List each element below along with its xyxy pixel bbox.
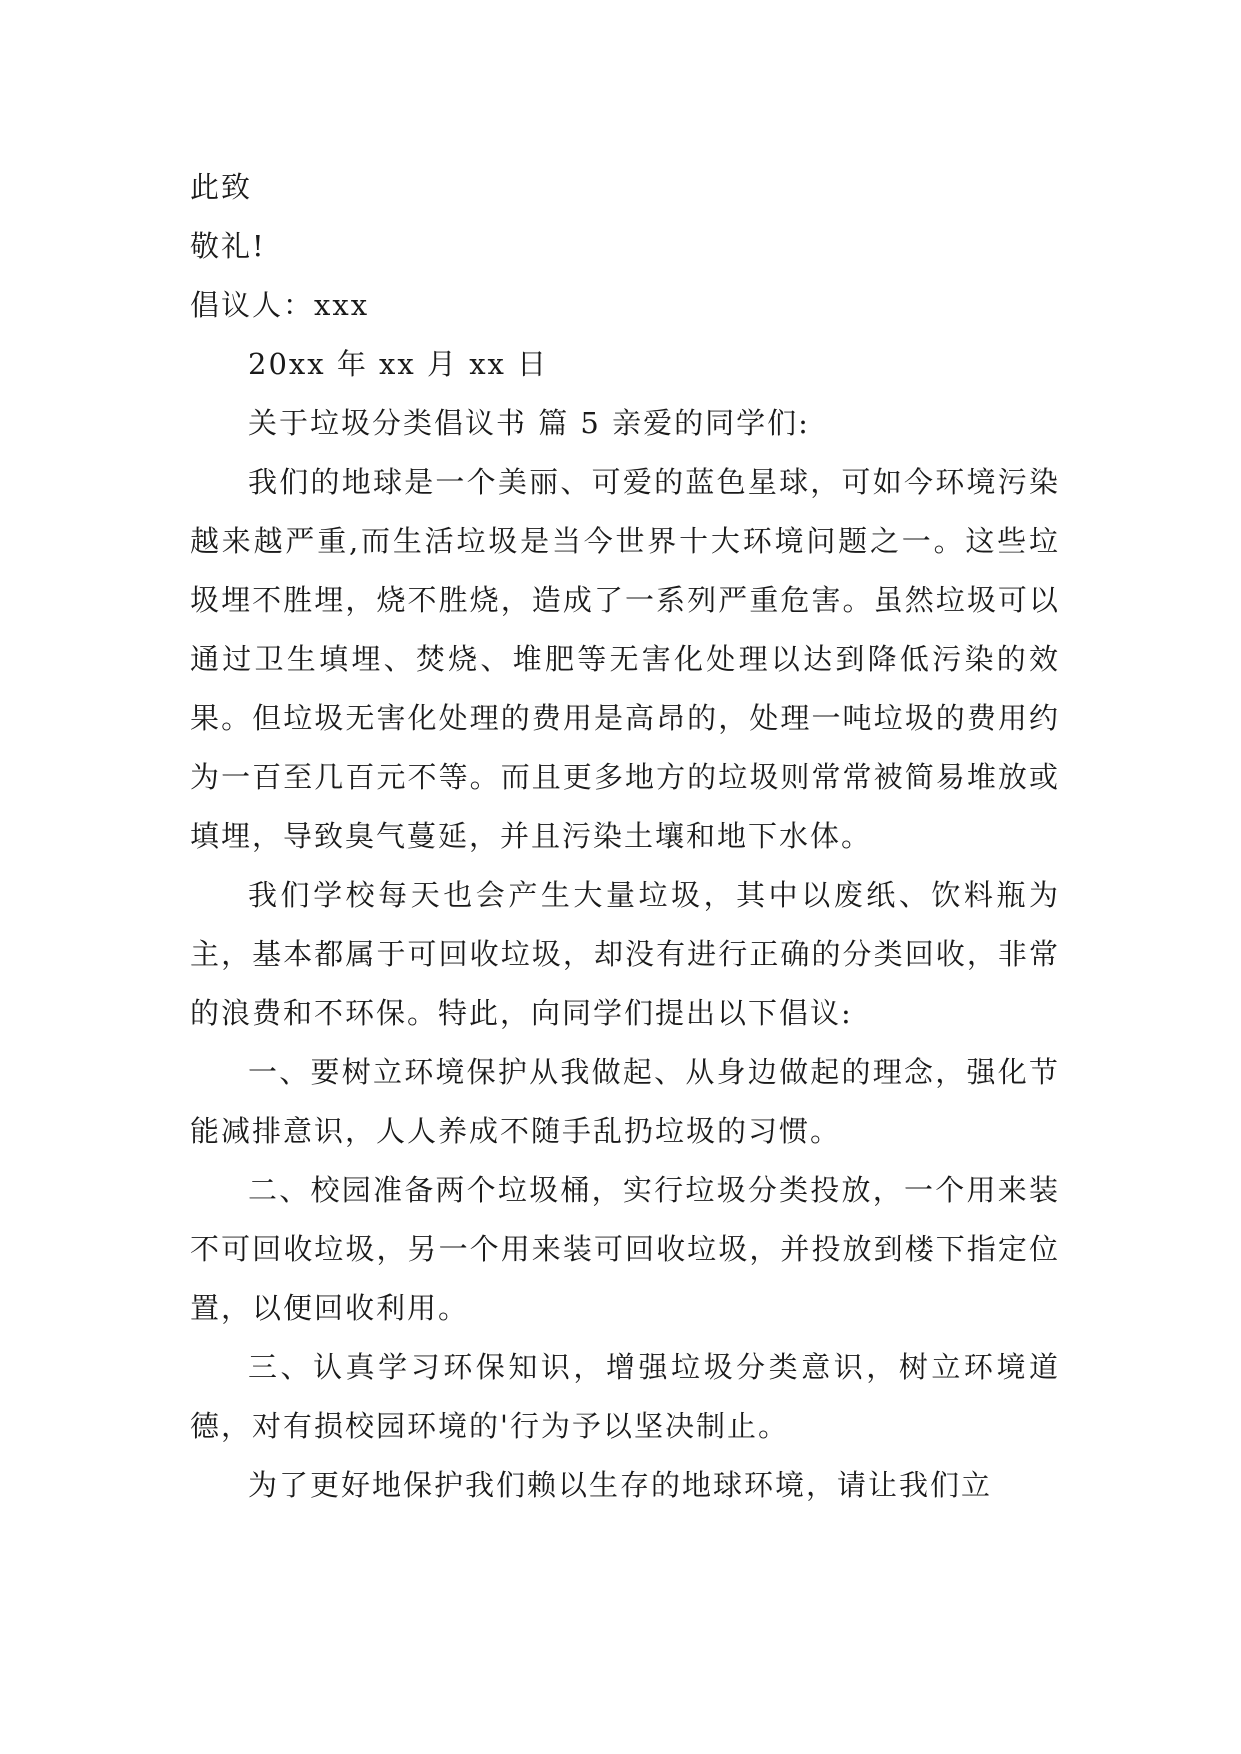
paragraph-4: 二、校园准备两个垃圾桶，实行垃圾分类投放，一个用来装不可回收垃圾，另一个用来装可回收垃圾，并投放到楼下指定位置，以便回收利用。 xyxy=(190,1173,1060,1325)
paragraph-2: 我们学校每天也会产生大量垃圾，其中以废纸、饮料瓶为主，基本都属于可回收垃圾，却没有进行正确的分类回收，非常的浪费和不环保。特此，向同学们提出以下倡议: xyxy=(190,878,1060,1030)
date-line: 20xx 年 xx 月 xx 日 xyxy=(248,347,549,381)
paragraph-5: 三、认真学习环保知识，增强垃圾分类意识，树立环境道德，对有损校园环境的'行为予以坚决制止。 xyxy=(190,1350,1060,1443)
paragraph-1: 我们的地球是一个美丽、可爱的蓝色星球，可如今环境污染越来越严重,而生活垃圾是当今世界十大环境问题之一。这些垃圾埋不胜埋，烧不胜烧，造成了一系列严重危害。虽然垃圾可以通过卫生填埋、焚烧、堆肥等无害化处理以达到降低污染的效果。但垃圾无害化处理的费用是高昂的，处理一吨垃圾的费用约为一百至几百元不等。而且更多地方的垃圾则常常被简易堆放或填埋，导致臭气蔓延，并且污染土壤和地下水体。 xyxy=(190,465,1060,853)
paragraph-6: 为了更好地保护我们赖以生存的地球环境，请让我们立 xyxy=(248,1468,993,1502)
signer-line: 倡议人：xxx xyxy=(190,288,370,322)
closing-line-1: 此致 xyxy=(190,170,253,204)
closing-line-2: 敬礼! xyxy=(190,229,266,263)
section-heading: 关于垃圾分类倡议书 篇 5 亲爱的同学们: xyxy=(248,406,810,440)
paragraph-3: 一、要树立环境保护从我做起、从身边做起的理念，强化节能减排意识，人人养成不随手乱扔垃圾的习惯。 xyxy=(190,1055,1060,1148)
document-body xyxy=(190,158,1060,1515)
